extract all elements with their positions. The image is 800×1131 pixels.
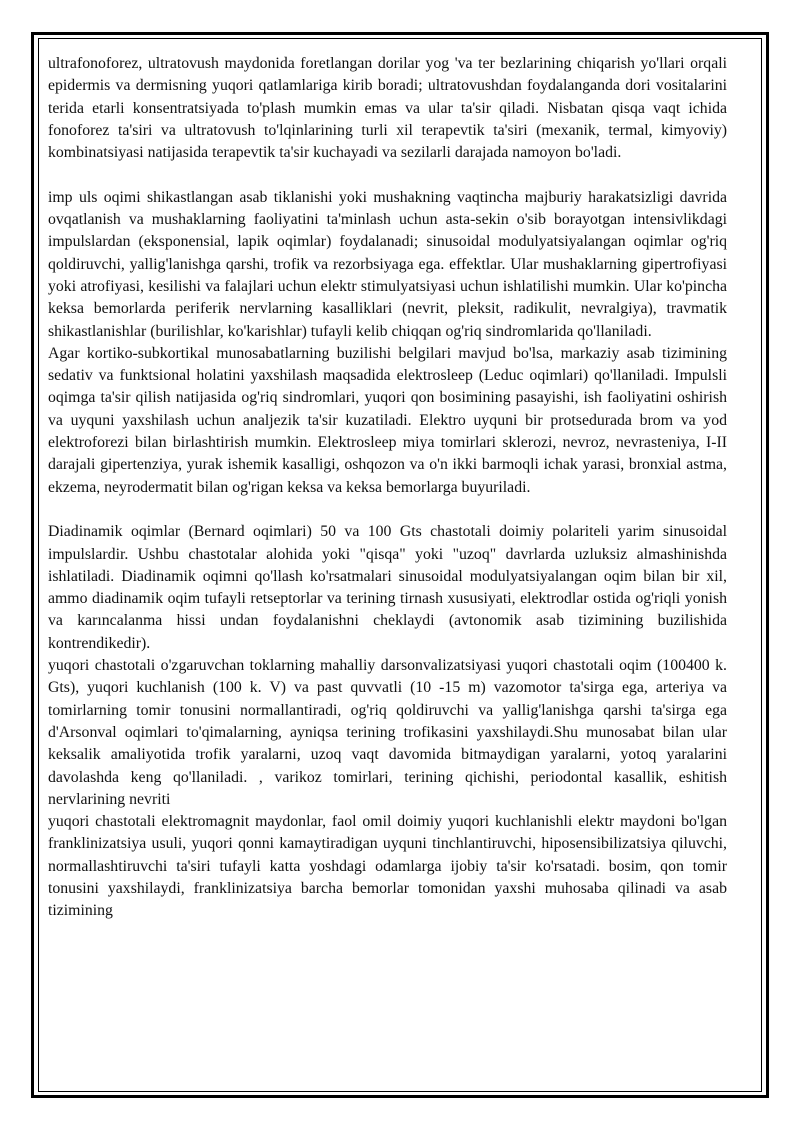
- paragraph-diadynamic: Diadinamik oqimlar (Bernard oqimlari) 50 va 100 Gts chastotali doimiy polariteli yarim sinusoidal impulslardir. Ushbu chastotalar alohida yoki "qisqa" yoki "uzoq" davrlarda uzluksiz almashinishda ishlatiladi. Diadinamik oqimni qo'llash ko'rsatmalari sinusoidal modulyatsiyalangan oqim bilan bir xil, ammo diadinamik oqim tufayli retseptorlar va terining tirnash xususiyati, elektrodlar ostida og'riqli yonish va karıncalanma hissi undan foydalanishni cheklaydi (avtonomik asab tizimining buzilishida kontrendikedir).: [48, 523, 727, 652]
- document-body: [48, 53, 727, 923]
- paragraph-ultrafonoforez: ultrafonoforez, ultratovush maydonida foretlangan dorilar yog 'va ter bezlarining chiqarish yo'llari orqali epidermis va dermisning yuqori qatlamlariga kirib boradi; ultratovushdan foydalanganda dori vositalarini terida etarli konsentratsiyada to'plash mumkin emas va ular ta'sir qiladi. Nisbatan qisqa vaqt ichida fonoforez ta'siri va ultratovush to'lqinlarining turli xil terapevtik ta'siri (mexanik, termal, kimyoviy) kombinatsiyasi natijasida terapevtik ta'sir kuchayadi va sezilarli darajada namoyon bo'ladi.: [48, 55, 727, 162]
- paragraph-spacer: [48, 499, 727, 521]
- paragraph-impulse-current: imp uls oqimi shikastlangan asab tiklanishi yoki mushakning vaqtincha majburiy harakatsizligi davrida ovqatlanish va mushaklarning faoliyatini ta'minlash uchun asta-sekin o'sib borayotgan intensivlikdagi impulslardan (eksponensial, lapik oqimlar) foydalanadi; sinusoidal modulyatsiyalangan oqimlar og'riq qoldiruvchi, yallig'lanishga qarshi, trofik va rezorbsiyaga ega. effektlar. Ular mushaklarning gipertrofiyasi yoki atrofiyasi, kesilishi va falajlari uchun elektr stimulyatsiyasi uchun ishlatilishi mumkin. Ular ko'pincha keksa bemorlarda periferik nervlarning kasalliklari (nevrit, pleksit, radikulit, nevralgiya), travmatik shikastlanishlar (burilishlar, ko'karishlar) tufayli kelib chiqqan og'riq sindromlarida qo'llaniladi.: [48, 188, 727, 340]
- paragraph-spacer: [48, 164, 727, 186]
- paragraph-franklinization: yuqori chastotali elektromagnit maydonlar, faol omil doimiy yuqori kuchlanishli elektr maydoni bo'lgan franklinizatsiya usuli, yuqori qonni kamaytiradigan uyquni tinchlantiruvchi, hiposensibilizatsiya qiluvchi, normallashtiruvchi ta'siri tufayli katta yoshdagi odamlarga ijobiy ta'sir ko'rsatadi. bosim, qon tomir tonusini yaxshilaydi, franklinizatsiya barcha bemorlar tomonidan yaxshi muhosaba qilinadi va asab tizimining: [48, 813, 727, 920]
- paragraph-electrosleep: Agar kortiko-subkortikal munosabatlarning buzilishi belgilari mavjud bo'lsa, markaziy asab tizimining sedativ va funktsional holatini yaxshilash maqsadida elektrosleep (Leduc oqimlari) qo'llaniladi. Impulsli oqimga ta'sir qilish natijasida og'riq sindromlari, yuqori qon bosimining pasayishi, ish faoliyatini oshirish va uyquni yaxshilash uchun analjezik ta'sir kuzatiladi. Elektro uyquni bir protsedurada brom va yod elektroforezi bilan birlashtirish mumkin. Elektrosleep miya tomirlari sklerozi, nevroz, nevrasteniya, I-II darajali gipertenziya, yurak ishemik kasalligi, oshqozon va o'n ikki barmoqli ichak yarasi, bronxial astma, ekzema, neyrodermatit bilan og'rigan keksa va keksa bemorlarga buyuriladi.: [48, 344, 727, 496]
- paragraph-darsonvalization: yuqori chastotali o'zgaruvchan toklarning mahalliy darsonvalizatsiyasi yuqori chastotali oqim (100400 k. Gts), yuqori kuchlanish (100 k. V) va past quvvatli (10 -15 m) vazomotor ta'sirga ega, arteriya va tomirlarning tomir tonusini normallantiradi, og'riq qoldiruvchi va yallig'lanishga qarshi ta'sirga ega d'Arsonval oqimlari to'qimalarning, ayniqsa terining trofikasini yaxshilaydi.Shu munosabat bilan ular keksalik amaliyotida trofik yaralarni, uzoq vaqt davomida bitmaydigan yaralarni, yotoq yaralarini davolashda keng qo'llaniladi. , varikoz tomirlari, terining qichishi, periodontal kasallik, eshitish nervlarining nevriti: [48, 657, 727, 808]
